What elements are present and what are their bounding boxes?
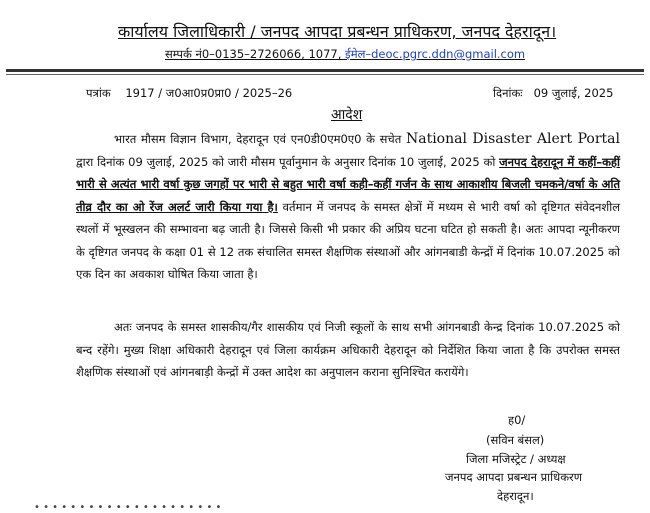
contact-phone: सम्पर्क नं0–0135–2726066, 1077, [165,47,346,61]
reference-number-value: 1917 / ज0आ0प्र0प्रा0 / 2025–26 [125,86,293,100]
alert-portal-name: National Disaster Alert Portal [405,131,621,147]
reference-number [86,86,292,101]
cut-off-text-line: • • • • • • • • • • • • • • • • • • • • • [34,502,222,513]
order-paragraph-2 [76,316,620,384]
reference-date-label: दिनांकः [493,86,523,100]
contact-email-link[interactable]: ईमेल–deoc.pgrc.ddn@gmail.com [345,47,526,61]
paragraph-1-middle: द्वारा दिनांक 09 जुलाई, 2025 को जारी मौसम पूर्वानुमान के अनुसार दिनांक 10 जुलाई, 2025 को [76,154,500,169]
order-paragraph-1 [76,128,620,286]
signatory-name: (सविन बंसल) [486,433,545,447]
orange-alert-statement: जनपद देहरादून में कहीं–कहीं भारी से अत्यंत भारी वर्षा कुछ जगहों पर भारी से बहुत भारी वर्षा कही–कहीं गर्जन के साथ आकाशीय बिजली चमकने/वर्षा के अति तीव्र दौर का ओ रेंज अलर्ट जारी किया गया है। [76,154,620,214]
paragraph-1-rest: वर्तमान में जनपद के समस्त क्षेत्रों में मध्यम से भारी वर्षा को दृष्टिगत संवेदनशील स्थलों में भूस्खलन की सम्भावना बढ़ जाती है। जिससे किसी भी प्रकार की अप्रिय घटना घटित हो सकती है। अतः आपदा न्यूनीकरण के दृष्टिगत जनपद के कक्षा 01 से 12 तक संचालित समस्त शैक्षणिक संस्थाओं और आंगनबाडी केन्द्रों में दिनांक 10.07.2025 को एक दिन का अवकाश घोषित किया जाता है। [76,199,620,281]
reference-date [493,86,613,101]
office-title: कार्यालय जिलाधिकारी / जनपद आपदा प्रबन्धन प्राधिकरण, जनपद देहरादून। [118,22,557,41]
header-divider-thin [6,74,644,75]
signatory-authority: जनपद आपदा प्रबन्धन प्राधिकरण [445,470,583,484]
signatory-designation: जिला मजिस्ट्रेट / अध्यक्ष [466,452,566,466]
reference-date-value: 09 जुलाई, 2025 [533,86,614,100]
order-heading: आदेश [331,107,363,123]
paragraph-2-text: अतः जनपद के समस्त शासकीय/गैर शासकीय एवं निजी स्कूलों के साथ सभी आंगनबाडी केन्द्र दिनांक 10.07.2025 को बन्द रहेंगे। मुख्य शिक्षा अधिकारी देहरादून एवं जिला कार्यक्रम अधिकारी देहरादून को निर्देशित किया जाता है कि उपरोक्त समस्त शैक्षणिक संस्थाओं एवं आंगनबाड़ी केन्द्रों में उक्त आदेश का अनुपालन कराना सुनिश्चित करायेंगे। [76,320,620,379]
signature-signed: ह0/ [508,413,526,427]
contact-line [165,47,525,62]
header-divider-thick [6,69,644,72]
paragraph-1-intro: भारत मौसम विज्ञान विभाग, देहरादून एवं एन0डी0एम0ए0 के सचेत [114,132,406,146]
signatory-place: देहरादून। [497,489,534,503]
reference-number-label: पत्रांक [86,86,111,100]
